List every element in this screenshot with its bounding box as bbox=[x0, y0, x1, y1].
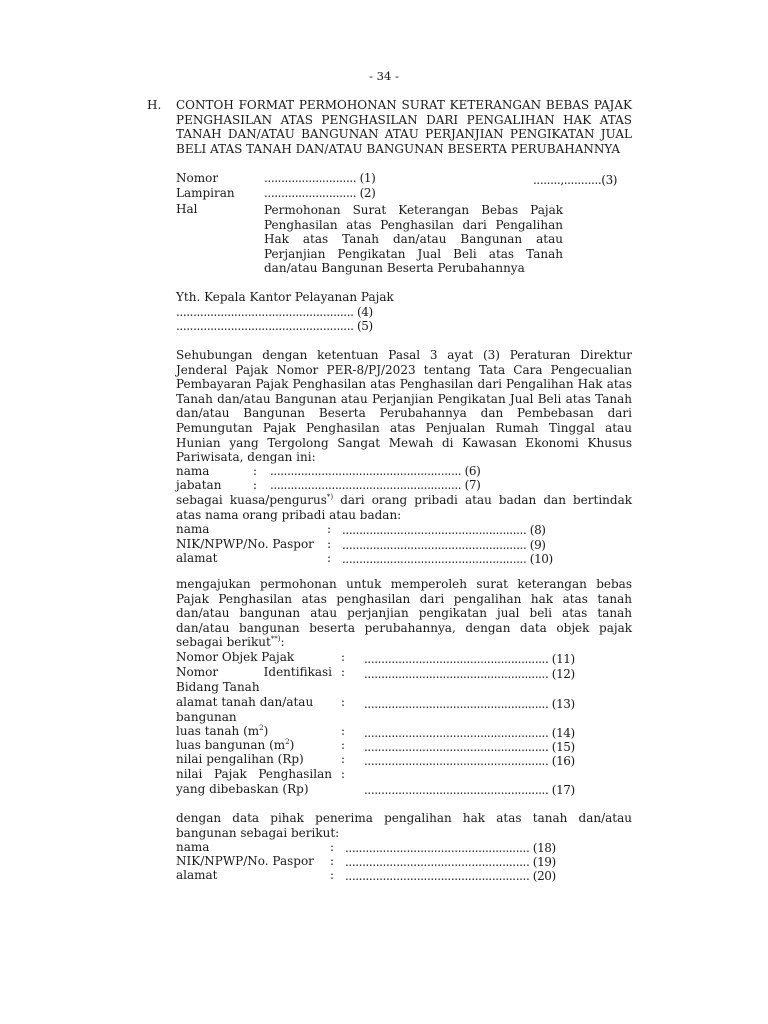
signer-title-colon: : bbox=[253, 478, 258, 492]
section-letter: H. bbox=[147, 98, 162, 112]
capacity-text-1: sebagai kuasa/pengurus bbox=[176, 493, 327, 507]
principal-name-label: nama bbox=[176, 522, 210, 536]
principal-id-label: NIK/NPWP/No. Paspor bbox=[176, 537, 314, 551]
addressee-line-2: .................................................... (4) bbox=[176, 305, 373, 319]
date-value: ........,...........(3) bbox=[533, 173, 618, 187]
signer-name-label: nama bbox=[176, 464, 210, 478]
signer-name-colon: : bbox=[253, 464, 258, 478]
receiver-address-colon: : bbox=[330, 868, 335, 882]
receiver-address-value: ...................................................... (20) bbox=[345, 869, 556, 883]
nomor-value: ........................... (1) bbox=[264, 171, 376, 185]
receiver-id-colon: : bbox=[330, 854, 335, 868]
nomor-label: Nomor bbox=[176, 171, 219, 185]
object-nop-label: Nomor Objek Pajak bbox=[176, 650, 295, 664]
object-building-area-sup: 2 bbox=[285, 738, 290, 746]
request-footnote-mark: **) bbox=[270, 635, 281, 644]
object-address-colon: : bbox=[341, 695, 346, 709]
object-nib-label: Nomor Identifikasi Bidang Tanah bbox=[176, 665, 332, 694]
object-transfer-value-value: ...................................................... (16) bbox=[364, 754, 575, 768]
principal-address-value: ...................................................... (10) bbox=[342, 552, 553, 566]
section-title: CONTOH FORMAT PERMOHONAN SURAT KETERANGAN BEBAS PAJAK PENGHASILAN ATAS PENGHASILAN DARI PENGALIHAN HAK ATAS TANAH DAN/ATAU BANGUNAN ATAU PERJANJIAN PENGIKATAN JUAL BELI ATAS TANAH DAN/ATAU BANGUNAN BESERTA PERUBAHANNYA bbox=[176, 98, 632, 156]
object-exempt-tax-label: nilai Pajak Penghasilan yang dibebaskan (Rp) bbox=[176, 767, 332, 796]
object-exempt-tax-value: ...................................................... (17) bbox=[364, 783, 575, 797]
page-number: - 34 - bbox=[369, 69, 399, 83]
addressee-line-1: Yth. Kepala Kantor Pelayanan Pajak bbox=[176, 290, 394, 304]
principal-address-colon: : bbox=[327, 551, 332, 565]
object-nib-value: ...................................................... (12) bbox=[364, 667, 575, 681]
capacity-paragraph bbox=[176, 493, 632, 522]
request-text: mengajukan permohonan untuk memperoleh surat keterangan bebas Pajak Penghasilan atas penghasilan dari pengalihan hak atas tanah dan/atau bangunan atau perjanjian pengikatan jual beli atas tanah dan/atau bangunan beserta perubahannya, dengan data objek pajak sebagai berikut bbox=[176, 577, 632, 650]
capacity-footnote-mark: *) bbox=[326, 493, 334, 501]
object-building-area-colon: : bbox=[341, 738, 346, 752]
hal-label: Hal bbox=[176, 202, 198, 216]
capacity-text-2: dari orang pribadi atau badan dan bertindak atas nama orang pribadi atau badan: bbox=[176, 493, 633, 522]
object-nop-value: ...................................................... (11) bbox=[364, 652, 575, 666]
signer-name-value: ........................................................ (6) bbox=[270, 464, 481, 478]
object-land-area-colon: : bbox=[341, 724, 346, 738]
object-building-area-label-text: luas bangunan (m bbox=[176, 738, 286, 752]
lampiran-label: Lampiran bbox=[176, 186, 235, 200]
object-land-area-label-end: ) bbox=[263, 724, 269, 738]
lampiran-value: ........................... (2) bbox=[264, 186, 376, 200]
receiver-name-colon: : bbox=[330, 840, 335, 854]
signer-title-label: jabatan bbox=[176, 478, 222, 492]
receiver-id-label: NIK/NPWP/No. Paspor bbox=[176, 854, 314, 868]
object-nop-colon: : bbox=[341, 650, 346, 664]
object-address-label: alamat tanah dan/atau bangunan bbox=[176, 695, 314, 724]
object-building-area-value: ...................................................... (15) bbox=[364, 740, 575, 754]
object-land-area-label-text: luas tanah (m bbox=[176, 724, 260, 738]
principal-name-value: ...................................................... (8) bbox=[342, 523, 546, 537]
intro-paragraph: Sehubungan dengan ketentuan Pasal 3 ayat (3) Peraturan Direktur Jenderal Pajak Nomor PER-8/PJ/2023 tentang Tata Cara Pengecualian Pembayaran Pajak Penghasilan atas Penghasilan dari Pengalihan Hak atas Tanah dan/atau Bangunan atau Perjanjian Pengikatan Jual Beli atas Tanah dan/atau Bangunan Beserta Perubahannya dan Pembebasan dari Pemungutan Pajak Penghasilan atas Penjualan Rumah Tinggal atau Hunian yang Tergolong Sangat Mewah di Kawasan Ekonomi Khusus Pariwisata, dengan ini: bbox=[176, 348, 632, 465]
addressee-line-3: .................................................... (5) bbox=[176, 319, 373, 333]
principal-id-value: ...................................................... (9) bbox=[342, 538, 546, 552]
receiver-name-label: nama bbox=[176, 840, 210, 854]
object-land-area-sup: 2 bbox=[259, 724, 264, 732]
receiver-id-value: ...................................................... (19) bbox=[345, 855, 556, 869]
object-building-area-label bbox=[176, 738, 294, 753]
receiver-name-value: ...................................................... (18) bbox=[345, 841, 556, 855]
principal-name-colon: : bbox=[327, 522, 332, 536]
signer-title-value: ........................................................ (7) bbox=[270, 478, 481, 492]
object-transfer-value-label: nilai pengalihan (Rp) bbox=[176, 752, 304, 766]
principal-id-colon: : bbox=[327, 537, 332, 551]
hal-value: Permohonan Surat Keterangan Bebas Pajak Penghasilan atas Penghasilan dari Pengalihan Hak atas Tanah dan/atau Bangunan atau Perjanjian Pengikatan Jual Beli atas Tanah dan/atau Bangunan Beserta Perubahannya bbox=[264, 203, 563, 276]
object-building-area-label-end: ) bbox=[289, 738, 295, 752]
request-end: : bbox=[280, 635, 285, 650]
object-transfer-value-colon: : bbox=[341, 752, 346, 766]
principal-address-label: alamat bbox=[176, 551, 218, 565]
object-exempt-tax-colon: : bbox=[341, 767, 346, 781]
object-land-area-value: ...................................................... (14) bbox=[364, 726, 575, 740]
object-nib-colon: : bbox=[341, 665, 346, 679]
object-address-value: ...................................................... (13) bbox=[364, 697, 575, 711]
receiver-paragraph: dengan data pihak penerima pengalihan hak atas tanah dan/atau bangunan sebagai berikut: bbox=[176, 811, 632, 840]
object-land-area-label bbox=[176, 724, 268, 739]
receiver-address-label: alamat bbox=[176, 868, 218, 882]
request-paragraph bbox=[176, 577, 632, 650]
